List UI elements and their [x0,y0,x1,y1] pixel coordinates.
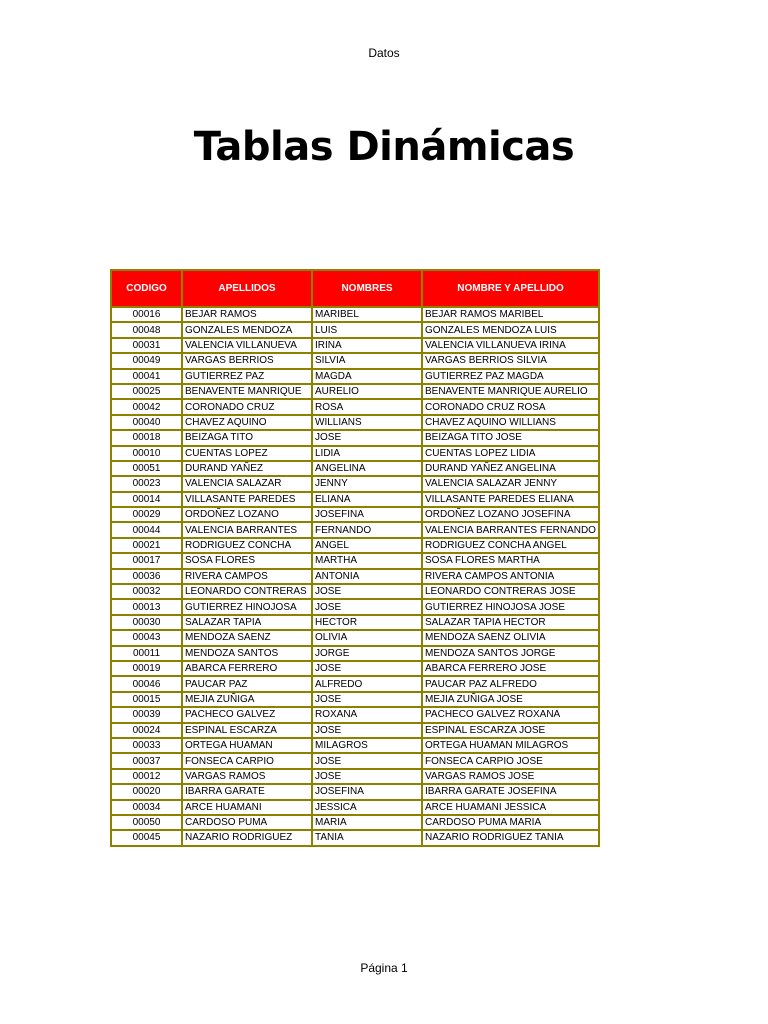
cell-apellidos: BEJAR RAMOS [182,307,312,322]
cell-nombre-y-apellido: VARGAS BERRIOS SILVIA [422,353,599,368]
cell-nombre-y-apellido: ORTEGA HUAMAN MILAGROS [422,738,599,753]
column-header-nombre-y-apellido: NOMBRE Y APELLIDO [422,270,599,307]
cell-codigo: 00045 [111,830,182,845]
cell-apellidos: MENDOZA SAENZ [182,630,312,645]
cell-nombre-y-apellido: IBARRA GARATE JOSEFINA [422,784,599,799]
table-row [111,753,599,768]
table-row [111,538,599,553]
cell-nombre-y-apellido: CUENTAS LOPEZ LIDIA [422,446,599,461]
cell-nombre-y-apellido: RODRIGUEZ CONCHA ANGEL [422,538,599,553]
cell-apellidos: VALENCIA SALAZAR [182,476,312,491]
cell-nombres: MAGDA [312,369,422,384]
table-row [111,553,599,568]
cell-codigo: 00014 [111,492,182,507]
cell-nombre-y-apellido: SALAZAR TAPIA HECTOR [422,615,599,630]
cell-nombres: JOSE [312,661,422,676]
cell-nombres: ROSA [312,399,422,414]
cell-nombre-y-apellido: MENDOZA SAENZ OLIVIA [422,630,599,645]
table-body [111,307,599,846]
cell-nombre-y-apellido: BEJAR RAMOS MARIBEL [422,307,599,322]
cell-apellidos: ORTEGA HUAMAN [182,738,312,753]
cell-nombres: LIDIA [312,446,422,461]
cell-apellidos: CUENTAS LOPEZ [182,446,312,461]
table-row [111,322,599,337]
cell-codigo: 00019 [111,661,182,676]
cell-codigo: 00044 [111,522,182,537]
cell-nombres: HECTOR [312,615,422,630]
cell-nombre-y-apellido: MEJIA ZUÑIGA JOSE [422,692,599,707]
table-row [111,738,599,753]
page-header: Datos [368,46,400,60]
table-row [111,353,599,368]
table-row [111,507,599,522]
table-row [111,769,599,784]
table-row [111,646,599,661]
cell-apellidos: VILLASANTE PAREDES [182,492,312,507]
cell-codigo: 00051 [111,461,182,476]
table-row [111,476,599,491]
cell-nombres: LUIS [312,322,422,337]
table-row [111,569,599,584]
cell-codigo: 00048 [111,322,182,337]
cell-codigo: 00032 [111,584,182,599]
cell-codigo: 00018 [111,430,182,445]
column-header-codigo: CODIGO [111,270,182,307]
table-row [111,723,599,738]
cell-codigo: 00039 [111,707,182,722]
cell-codigo: 00041 [111,369,182,384]
cell-codigo: 00011 [111,646,182,661]
cell-codigo: 00036 [111,569,182,584]
cell-nombres: ANGEL [312,538,422,553]
cell-nombre-y-apellido: FONSECA CARPIO JOSE [422,753,599,768]
column-header-nombres: NOMBRES [312,270,422,307]
page-title: Tablas Dinámicas [193,124,575,170]
cell-apellidos: GUTIERREZ PAZ [182,369,312,384]
column-header-apellidos: APELLIDOS [182,270,312,307]
cell-nombres: IRINA [312,338,422,353]
cell-codigo: 00013 [111,599,182,614]
cell-codigo: 00012 [111,769,182,784]
table-header-row [111,270,599,307]
cell-nombre-y-apellido: CORONADO CRUZ ROSA [422,399,599,414]
table-row [111,615,599,630]
cell-nombres: JESSICA [312,800,422,815]
cell-nombre-y-apellido: CHAVEZ AQUINO WILLIANS [422,415,599,430]
table-row [111,384,599,399]
cell-apellidos: MEJIA ZUÑIGA [182,692,312,707]
cell-nombres: MARIA [312,815,422,830]
cell-nombres: ALFREDO [312,676,422,691]
cell-nombres: JOSE [312,753,422,768]
cell-apellidos: VALENCIA BARRANTES [182,522,312,537]
cell-nombres: WILLIANS [312,415,422,430]
cell-nombres: AURELIO [312,384,422,399]
cell-apellidos: BEIZAGA TITO [182,430,312,445]
cell-nombres: MILAGROS [312,738,422,753]
table-row [111,369,599,384]
cell-apellidos: IBARRA GARATE [182,784,312,799]
cell-codigo: 00042 [111,399,182,414]
cell-nombre-y-apellido: GUTIERREZ PAZ MAGDA [422,369,599,384]
cell-apellidos: ESPINAL ESCARZA [182,723,312,738]
cell-nombre-y-apellido: SOSA FLORES MARTHA [422,553,599,568]
cell-codigo: 00034 [111,800,182,815]
cell-apellidos: GONZALES MENDOZA [182,322,312,337]
cell-apellidos: DURAND YAÑEZ [182,461,312,476]
cell-apellidos: MENDOZA SANTOS [182,646,312,661]
cell-apellidos: ORDOÑEZ LOZANO [182,507,312,522]
table-row [111,800,599,815]
cell-nombres: JENNY [312,476,422,491]
cell-nombres: MARTHA [312,553,422,568]
cell-codigo: 00015 [111,692,182,707]
cell-nombre-y-apellido: VILLASANTE PAREDES ELIANA [422,492,599,507]
table-row [111,676,599,691]
cell-nombre-y-apellido: DURAND YAÑEZ ANGELINA [422,461,599,476]
cell-apellidos: PAUCAR PAZ [182,676,312,691]
cell-codigo: 00037 [111,753,182,768]
cell-nombre-y-apellido: GUTIERREZ HINOJOSA JOSE [422,599,599,614]
cell-nombre-y-apellido: BEIZAGA TITO JOSE [422,430,599,445]
cell-nombres: TANIA [312,830,422,845]
cell-apellidos: LEONARDO CONTRERAS [182,584,312,599]
cell-apellidos: VALENCIA VILLANUEVA [182,338,312,353]
cell-nombre-y-apellido: VALENCIA SALAZAR JENNY [422,476,599,491]
cell-nombre-y-apellido: ARCE HUAMANI JESSICA [422,800,599,815]
cell-apellidos: CORONADO CRUZ [182,399,312,414]
table-row [111,692,599,707]
cell-nombre-y-apellido: BENAVENTE MANRIQUE AURELIO [422,384,599,399]
cell-nombre-y-apellido: ORDOÑEZ LOZANO JOSEFINA [422,507,599,522]
cell-apellidos: VARGAS RAMOS [182,769,312,784]
cell-nombres: FERNANDO [312,522,422,537]
table-row [111,784,599,799]
cell-apellidos: SOSA FLORES [182,553,312,568]
cell-apellidos: CARDOSO PUMA [182,815,312,830]
cell-nombres: ROXANA [312,707,422,722]
cell-codigo: 00016 [111,307,182,322]
cell-codigo: 00043 [111,630,182,645]
cell-apellidos: ARCE HUAMANI [182,800,312,815]
cell-nombre-y-apellido: ABARCA FERRERO JOSE [422,661,599,676]
cell-nombres: JOSE [312,692,422,707]
cell-nombres: ELIANA [312,492,422,507]
cell-nombres: JORGE [312,646,422,661]
cell-nombres: JOSE [312,723,422,738]
cell-nombres: JOSEFINA [312,507,422,522]
table-row [111,415,599,430]
cell-nombre-y-apellido: LEONARDO CONTRERAS JOSE [422,584,599,599]
cell-apellidos: RIVERA CAMPOS [182,569,312,584]
cell-apellidos: CHAVEZ AQUINO [182,415,312,430]
cell-codigo: 00020 [111,784,182,799]
cell-codigo: 00029 [111,507,182,522]
table-row [111,430,599,445]
cell-nombres: MARIBEL [312,307,422,322]
cell-nombre-y-apellido: GONZALES MENDOZA LUIS [422,322,599,337]
cell-nombres: ANGELINA [312,461,422,476]
cell-codigo: 00040 [111,415,182,430]
table-row [111,630,599,645]
cell-codigo: 00033 [111,738,182,753]
cell-codigo: 00010 [111,446,182,461]
cell-nombre-y-apellido: VARGAS RAMOS JOSE [422,769,599,784]
table-row [111,338,599,353]
table-row [111,492,599,507]
table-row [111,661,599,676]
table-row [111,307,599,322]
cell-apellidos: ABARCA FERRERO [182,661,312,676]
cell-apellidos: FONSECA CARPIO [182,753,312,768]
page-footer: Página 1 [360,961,408,975]
cell-apellidos: NAZARIO RODRIGUEZ [182,830,312,845]
cell-codigo: 00050 [111,815,182,830]
cell-nombre-y-apellido: PAUCAR PAZ ALFREDO [422,676,599,691]
cell-apellidos: RODRIGUEZ CONCHA [182,538,312,553]
cell-codigo: 00021 [111,538,182,553]
cell-nombre-y-apellido: VALENCIA BARRANTES FERNANDO [422,522,599,537]
cell-apellidos: BENAVENTE MANRIQUE [182,384,312,399]
cell-nombres: JOSEFINA [312,784,422,799]
table-row [111,399,599,414]
cell-codigo: 00046 [111,676,182,691]
table-row [111,830,599,845]
cell-codigo: 00030 [111,615,182,630]
cell-nombres: JOSE [312,584,422,599]
cell-apellidos: PACHECO GALVEZ [182,707,312,722]
table-row [111,584,599,599]
cell-nombre-y-apellido: MENDOZA SANTOS JORGE [422,646,599,661]
cell-apellidos: VARGAS BERRIOS [182,353,312,368]
table-row [111,599,599,614]
table-row [111,815,599,830]
cell-codigo: 00024 [111,723,182,738]
cell-nombres: OLIVIA [312,630,422,645]
table-row [111,522,599,537]
cell-nombres: JOSE [312,430,422,445]
cell-nombre-y-apellido: PACHECO GALVEZ ROXANA [422,707,599,722]
cell-codigo: 00025 [111,384,182,399]
cell-apellidos: GUTIERREZ HINOJOSA [182,599,312,614]
cell-nombre-y-apellido: VALENCIA VILLANUEVA IRINA [422,338,599,353]
cell-nombre-y-apellido: ESPINAL ESCARZA JOSE [422,723,599,738]
cell-codigo: 00031 [111,338,182,353]
cell-codigo: 00049 [111,353,182,368]
data-table [110,269,600,847]
cell-nombre-y-apellido: NAZARIO RODRIGUEZ TANIA [422,830,599,845]
cell-nombre-y-apellido: CARDOSO PUMA MARIA [422,815,599,830]
table-row [111,461,599,476]
cell-codigo: 00017 [111,553,182,568]
cell-nombre-y-apellido: RIVERA CAMPOS ANTONIA [422,569,599,584]
cell-nombres: ANTONIA [312,569,422,584]
cell-apellidos: SALAZAR TAPIA [182,615,312,630]
table-row [111,446,599,461]
cell-nombres: JOSE [312,769,422,784]
cell-nombres: SILVIA [312,353,422,368]
cell-codigo: 00023 [111,476,182,491]
table-row [111,707,599,722]
cell-nombres: JOSE [312,599,422,614]
